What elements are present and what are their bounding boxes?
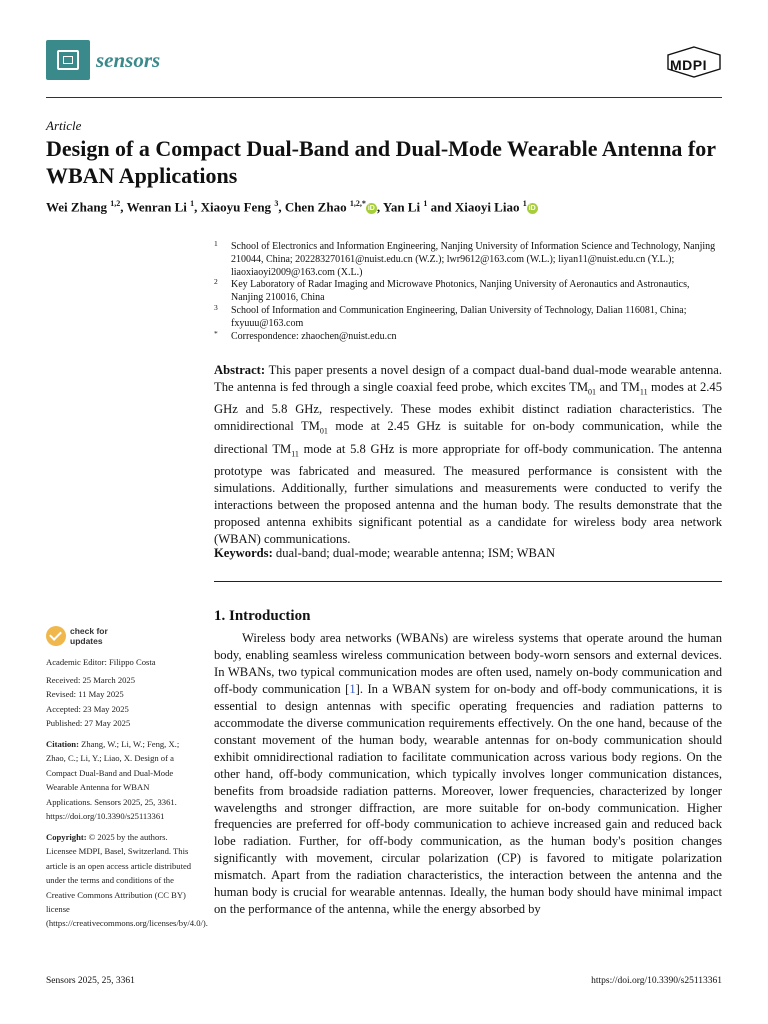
affiliation-item — [214, 279, 724, 305]
affiliation-item — [214, 328, 724, 344]
citation — [46, 737, 196, 823]
abstract-label: Abstract: — [214, 363, 266, 377]
publication-dates — [46, 673, 196, 731]
date-item: Revised: 11 May 2025 — [46, 689, 124, 700]
author-name: Chen Zhao — [284, 199, 350, 215]
citation-label: Citation: — [46, 739, 79, 749]
author-name: Xiaoyi Liao — [454, 199, 523, 215]
academic-editor: Academic Editor: Filippo Costa — [46, 657, 156, 667]
date-item: Received: 25 March 2025 — [46, 675, 136, 685]
affiliation-text: School of Electronics and Information Engineering, Nanjing University of Information Science and Technology, Nanjing 210044, China; 202283270161@nuist.edu.cn (W.Z.); lwr9612@163.com (W.L.); liyan11@nuist.edu.cn (Y.L.); liaoxiaoyi2009@163.com (X.L.) — [231, 241, 716, 278]
article-type: Article — [46, 118, 82, 133]
abstract-text: This paper presents a novel design of a compact dual-band dual-mode wearable antenna. The antenna is fed through a single coaxial feed probe, which excites $TM_{01}$ and $TM_{11}$ modes at 2.45 GHz and 5.8 GHz, respectively. These modes exhibit distinct radiation characteristics. The omnidirectional $TM_{01}$ mode at 2.45 GHz is suitable for on-body communication, while the directional $TM_{11}$ mode at 5.8 GHz is more appropriate for off-body communication. The antenna prototype was fabricated and measured. The measured performance is consistent with the simulations. Additionally, further simulations and measurements were conducted to verify the interactions between the proposed antenna and the human body. The results demonstrate that the proposed antenna exhibits significant potential as a candidate for wireless body area network (WBAN) communications. — [214, 363, 722, 546]
date-item: Accepted: 23 May 2025 — [46, 703, 129, 714]
keywords — [214, 546, 555, 561]
header-divider — [46, 97, 722, 98]
affiliation-number: 3 — [214, 302, 218, 312]
check-icon — [46, 626, 66, 646]
affiliation-text: Key Laboratory of Radar Imaging and Microwave Photonics, Nanjing University of Aeronautics and Astronautics, Nanjing 210016, China — [231, 279, 690, 304]
author-list: Wei Zhang $^{1,2}$, Wenran Li $^1$, Xiaoyu Feng $^3$, Chen Zhao $^{1,2,*}$iD , Yan Li $^1$ and Xiaoyi Liao $^1$iD — [46, 199, 536, 215]
section-heading-introduction: 1. Introduction — [214, 608, 311, 624]
journal-logo-icon — [46, 40, 90, 80]
author-affiliation-sup: 1 — [423, 199, 428, 208]
author-affiliation-sup: 1,2,* — [349, 199, 366, 208]
author-affiliation-sup: 3 — [274, 199, 279, 208]
author-affiliation-sup: 1,2 — [110, 199, 121, 208]
author-name: Xiaoyu Feng — [200, 199, 275, 215]
orcid-icon[interactable]: iD — [528, 204, 536, 212]
affiliation-number: 1 — [214, 239, 218, 248]
keywords-text: dual-band; dual-mode; wearable antenna; ISM; WBAN — [275, 546, 556, 560]
copyright-label: Copyright: — [46, 832, 87, 842]
author-affiliation-sup: 1 — [190, 199, 195, 208]
affiliation-number: * — [214, 328, 218, 338]
abstract-divider — [214, 581, 722, 582]
author-affiliation-sup: 1 — [522, 199, 527, 208]
abstract — [214, 362, 722, 548]
journal-name[interactable]: sensors — [96, 48, 161, 72]
citation-text[interactable]: Zhang, W.; Li, W.; Feng, X.; Zhao, C.; Li, Y.; Liao, X. Design of a Compact Dual-Band and Dual-Mode Wearable Antenna for WBAN Applications. Sensors 2025, 25, 3361. https://doi.org/10.3390/s25113361 — [46, 739, 180, 822]
affiliation-item — [214, 241, 724, 279]
reference-link[interactable]: 1 — [349, 681, 356, 696]
author-name: Wei Zhang — [46, 199, 111, 215]
copyright-text: © 2025 by the authors. Licensee MDPI, Basel, Switzerland. This article is an open access article distributed under the terms and conditions of the Creative Commons Attribution (CC BY) license (https://creativecommons.org/licenses/by/4.0/). — [46, 832, 208, 929]
affiliation-text: Correspondence: zhaochen@nuist.edu.cn — [231, 330, 397, 342]
publisher-name: MDPI — [670, 57, 707, 73]
check-updates-label: check for updates — [70, 626, 108, 646]
author-name: Yan Li — [382, 199, 424, 215]
affiliation-item — [214, 302, 724, 331]
affiliation-number: 2 — [214, 277, 218, 287]
keywords-label: Keywords: — [214, 546, 273, 560]
date-item: Published: 27 May 2025 — [46, 718, 131, 729]
copyright — [46, 830, 208, 931]
mdpi-logo[interactable] — [666, 46, 722, 83]
author-name: Wenran Li — [126, 199, 191, 215]
article-title: Design of a Compact Dual-Band and Dual-Mode Wearable Antenna for WBAN Applications — [46, 136, 716, 188]
footer-citation: Sensors 2025, 25, 3361 — [46, 976, 135, 986]
orcid-icon[interactable]: iD — [367, 204, 375, 212]
affiliation-text: School of Information and Communication Engineering, Dalian University of Technology, Dalian 116081, China; fxyuuu@163.com — [231, 304, 687, 329]
introduction-text: Wireless body area networks (WBANs) are wireless systems that operate around the human body, enabling seamless wireless communication between body-worn sensors and external devices. In WBANs, two typical communication modes are often used, namely on-body communication and off-body communication [1]. In a WBAN system for on-body and off-body communications, it is essential to design antennas with specific operating frequencies and radiation patterns to accommodate the diverse communication requirements effectively. On the one hand, because of the constant movement of the human body, wearable antennas for on-body communication should exhibit omnidirectional radiation to facilitate communication across various body regions. On the other hand, off-body communication, which typically involves longer communication distances, benefits from broadside radiation patterns. Moreover, lower frequencies, characterized by longer wavelengths and stronger diffraction, are more suitable for on-body communication. Higher frequencies are preferred for off-body communication to achieve increased gain and reduced back lobe radiation. Further, for off-body communication, as the human body's position changes significantly with movement, circular polarization (CP) is favored to mitigate polarization mismatch. Apart from the radiation characteristics, the interaction between the antenna and the human body is crucial for wearable antennas. Ideally, the human body should have minimal impact on the performance of the antenna, while the energy absorbed by — [214, 631, 722, 917]
footer-doi-link[interactable]: https://doi.org/10.3390/s25113361 — [591, 976, 722, 986]
affiliations — [214, 241, 724, 343]
